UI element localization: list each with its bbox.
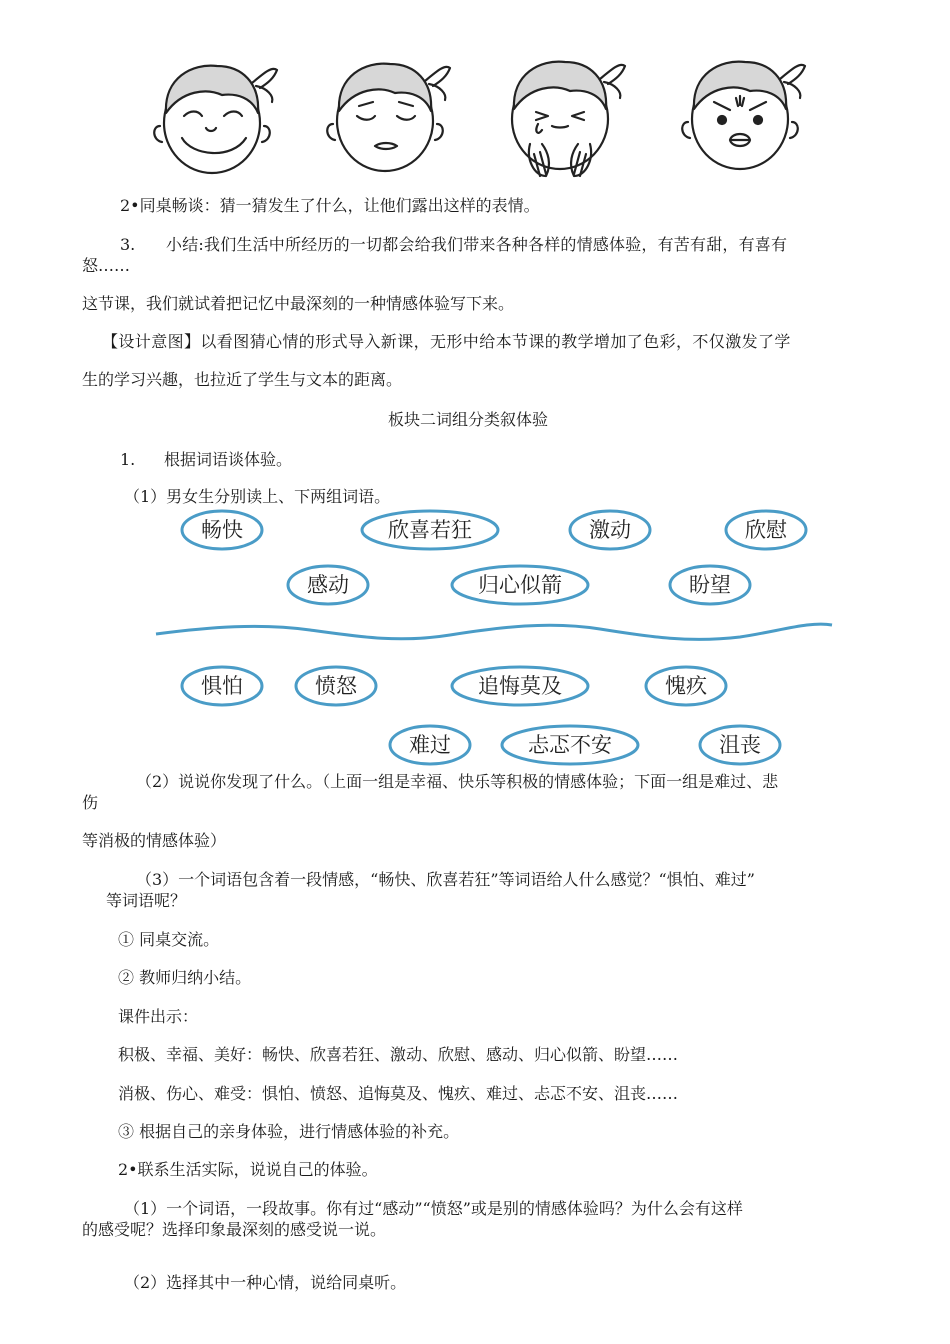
word-bubble-text: 惧怕 — [201, 674, 243, 698]
emotion-word-groups — [150, 505, 840, 775]
upper-word-group — [182, 511, 806, 604]
lesson-goal-text: 这节课，我们就试着把记忆中最深刻的一种情感体验写下来。 — [82, 294, 515, 313]
happy-face-icon — [154, 66, 277, 173]
positive-words-line: 积极、幸福、美好：畅快、欣喜若狂、激动、欣慰、感动、归心似箭、盼望…… — [118, 1045, 679, 1064]
emotion-faces-illustration — [150, 48, 850, 178]
courseware-label: 课件出示： — [118, 1007, 199, 1026]
word-bubble-text: 欣喜若狂 — [388, 518, 472, 542]
word-bubble — [182, 511, 262, 549]
circle-item-2: ② 教师归纳小结。 — [118, 968, 252, 987]
circle-item-3: ③ 根据自己的亲身体验，进行情感体验的补充。 — [118, 1122, 460, 1141]
word-bubble-text: 感动 — [307, 573, 349, 597]
step-2-sub-2: （2）选择其中一种心情，说给同桌听。 — [124, 1273, 407, 1292]
word-bubble-text: 畅快 — [201, 518, 243, 542]
step-2-sub-1-line-2: 的感受呢？选择印象最深刻的感受说一说。 — [82, 1220, 387, 1239]
intro-item-2: 2•同桌畅谈：猜一猜发生了什么，让他们露出这样的表情。 — [120, 196, 540, 215]
section-2-title: 板块二词组分类叙体验 — [388, 410, 549, 429]
step-1-number: 1. — [120, 450, 136, 469]
word-bubble — [362, 511, 498, 549]
word-bubble — [670, 566, 750, 604]
word-bubble — [726, 511, 806, 549]
word-bubble-text: 归心似箭 — [478, 573, 562, 597]
step-1-sub-2-line-2: 伤 — [82, 793, 99, 812]
step-1-sub-1: （1）男女生分别读上、下两组词语。 — [124, 487, 391, 506]
negative-words-line: 消极、伤心、难受：惧怕、愤怒、追悔莫及、愧疚、难过、忐忑不安、沮丧…… — [118, 1084, 679, 1103]
step-1-sub-3-line-2: 等词语呢？ — [106, 891, 187, 910]
lower-word-group — [182, 667, 780, 764]
step-2-sub-1-line-1: （1）一个词语，一段故事。你有过“感动”“愤怒”或是别的情感体验吗？为什么会有这样 — [124, 1199, 743, 1218]
design-intent-line-2: 生的学习兴趣，也拉近了学生与文本的距离。 — [82, 370, 403, 389]
word-bubble — [502, 726, 638, 764]
step-1-text: 根据词语谈体验。 — [164, 450, 293, 469]
word-bubble-text: 难过 — [409, 733, 451, 757]
design-intent-line-1: 【设计意图】以看图猜心情的形式导入新课，无形中给本节课的教学增加了色彩，不仅激发了学 — [102, 332, 791, 351]
word-bubble — [646, 667, 726, 705]
step-2-heading: 2•联系生活实际，说说自己的体验。 — [118, 1160, 378, 1179]
word-bubble — [390, 726, 470, 764]
step-1-sub-3-line-1: （3）一个词语包含着一段情感，“畅快、欣喜若狂”等词语给人什么感觉？“惧怕、难过” — [136, 870, 755, 889]
crying-face-icon — [512, 62, 625, 176]
wave-divider — [156, 624, 832, 639]
word-bubble-text: 愤怒 — [315, 674, 357, 698]
intro-item-3-line-1: 小结:我们生活中所经历的一切都会给我们带来各种各样的情感体验，有苦有甜，有喜有 — [166, 235, 788, 254]
step-1-sub-2-line-1: （2）说说你发现了什么。（上面一组是幸福、快乐等积极的情感体验；下面一组是难过、悲 — [136, 772, 779, 791]
word-bubble — [296, 667, 376, 705]
intro-item-3-number: 3. — [120, 235, 136, 254]
word-bubble-text: 激动 — [589, 518, 631, 542]
word-bubble — [288, 566, 368, 604]
angry-face-icon — [682, 62, 805, 169]
sad-face-icon — [327, 64, 450, 171]
circle-item-1: ① 同桌交流。 — [118, 930, 220, 949]
word-bubble — [182, 667, 262, 705]
word-bubble — [452, 667, 588, 705]
word-bubble-text: 盼望 — [689, 573, 731, 597]
word-bubble — [452, 566, 588, 604]
word-bubble — [700, 726, 780, 764]
step-1-sub-2-line-3: 等消极的情感体验） — [82, 831, 227, 850]
word-bubble-text: 追悔莫及 — [478, 674, 562, 698]
word-bubble-text: 忐忑不安 — [528, 733, 612, 757]
intro-item-3-line-2: 怒…… — [82, 256, 131, 275]
word-bubble — [570, 511, 650, 549]
word-bubble-text: 欣慰 — [745, 518, 787, 542]
word-bubble-text: 愧疚 — [665, 674, 707, 698]
word-bubble-text: 沮丧 — [719, 733, 761, 757]
